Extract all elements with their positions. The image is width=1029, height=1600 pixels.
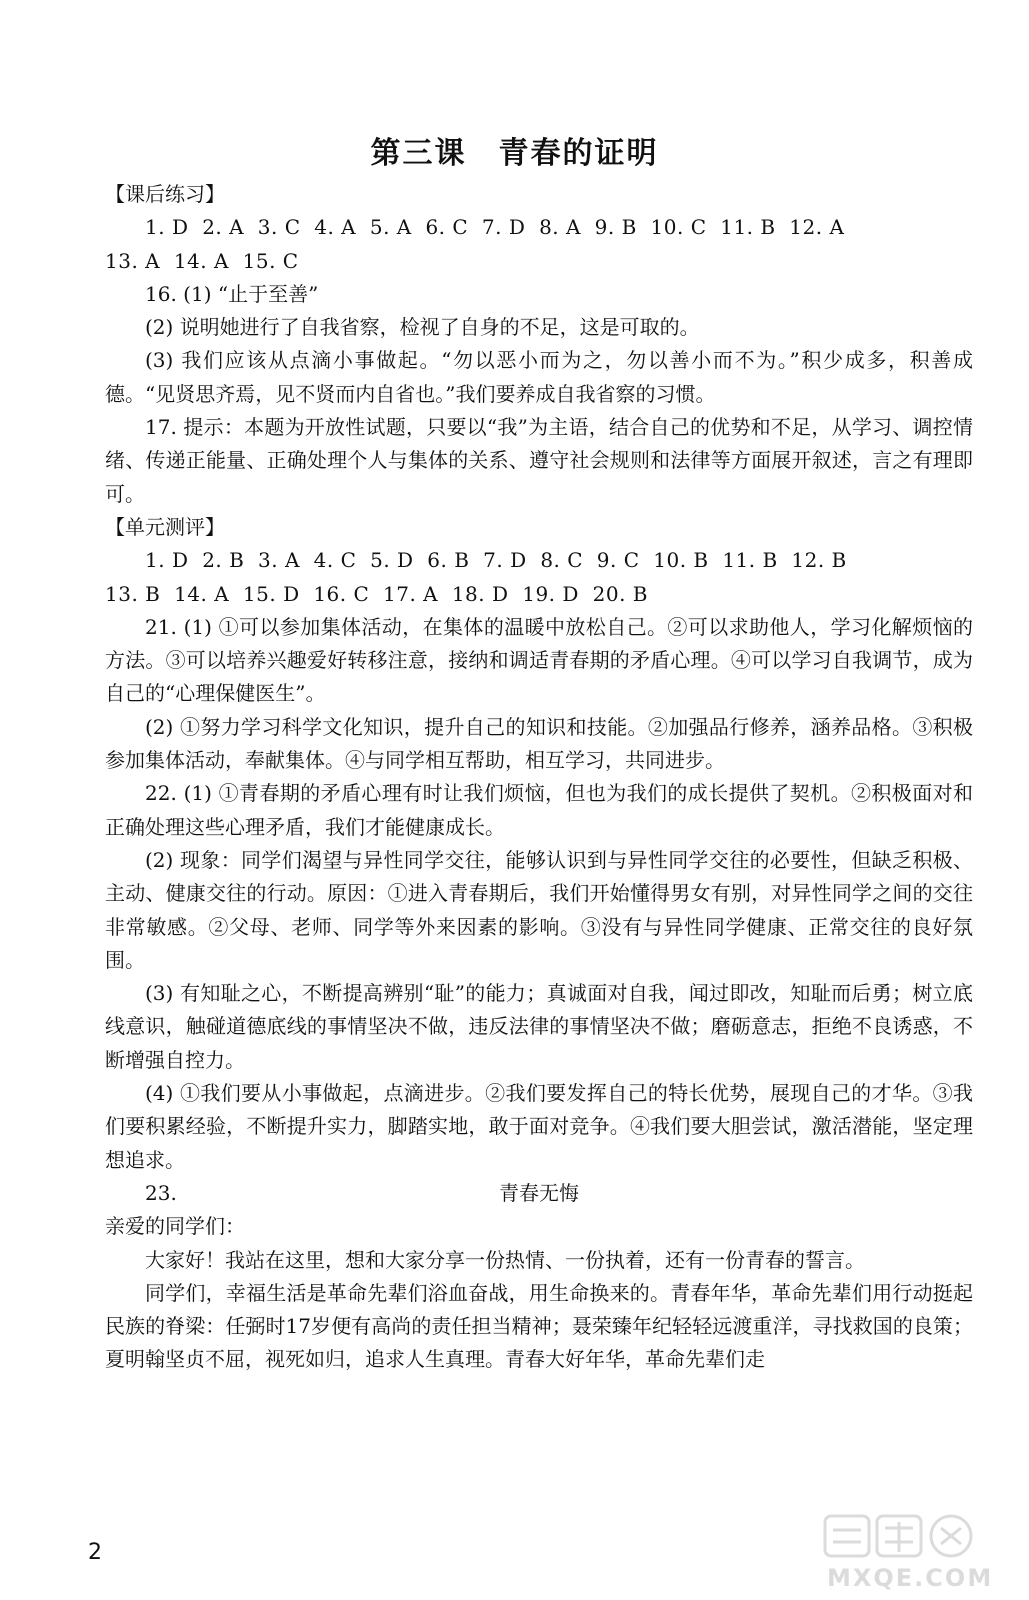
answer-content <box>105 178 973 1377</box>
q16-part-2: (2) 说明她进行了自我省察，检视了自身的不足，这是可取的。 <box>145 315 700 340</box>
page-number: 2 <box>88 1540 102 1565</box>
essay-salutation: 亲爱的同学们： <box>105 1214 245 1239</box>
q22-part-1: 22. (1) ①青春期的矛盾心理有时让我们烦恼，但也为我们的成长提供了契机。②积极面对和正确处理这些心理矛盾，我们才能健康成长。 <box>105 781 973 839</box>
watermark-logo <box>819 1512 1019 1594</box>
page-title: 第三课 青春的证明 <box>370 136 659 171</box>
q21-part-1: 21. (1) ①可以参加集体活动，在集体的温暖中放松自己。②可以求助他人，学习化解烦恼的方法。③可以培养兴趣爱好转移注意，接纳和调适青春期的矛盾心理。④可以学习自我调节，成为自己的“心理保健医生”。 <box>105 614 973 706</box>
after-class-heading: 【课后练习】 <box>105 182 225 206</box>
q23-header <box>105 1177 973 1210</box>
q17-answer: 17. 提示：本题为开放性试题，只要以“我”为主语，结合自己的优势和不足，从学习、调控情绪、传递正能量、正确处理个人与集体的关系、遵守社会规则和法律等方面展开叙述，言之有理即可。 <box>105 415 973 506</box>
after-class-answers-line-2: 13. A 14. A 15. C <box>105 248 299 273</box>
unit-test-heading: 【单元测评】 <box>105 514 225 539</box>
watermark-text: MXQE.COM <box>827 1564 994 1592</box>
unit-test-answers-line-1: 1. D 2. B 3. A 4. C 5. D 6. B 7. D 8. C 9. C 10. B 11. B 12. B <box>145 548 847 573</box>
q22-part-3: (3) 有知耻之心，不断提高辨别“耻”的能力；真诚面对自我，闻过即改，知耻而后勇；树立底线意识，触碰道德底线的事情坚决不做，违反法律的事情坚决不做；磨砺意志，拒绝不良诱惑，不断增强自控力。 <box>105 981 973 1072</box>
q22-part-2: (2) 现象：同学们渴望与异性同学交往，能够认识到与异性同学交往的必要性，但缺乏积极、主动、健康交往的行动。原因：①进入青春期后，我们开始懂得男女有别，对异性同学之间的交往非常敏感。②父母、老师、同学等外来因素的影响。③没有与异性同学健康、正常交往的良好氛围。 <box>105 847 973 972</box>
essay-paragraph-2: 同学们，幸福生活是革命先辈们浴血奋战，用生命换来的。青春年华，革命先辈们用行动挺起民族的脊梁：任弼时17岁便有高尚的责任担当精神；聂荣臻年纪轻轻远渡重洋，寻找救国的良策；夏明翰坚贞不屈，视死如归，追求人生真理。青春大好年华，革命先辈们走 <box>105 1280 973 1372</box>
essay-title: 青春无悔 <box>499 1180 579 1205</box>
after-class-answers-line-1: 1. D 2. A 3. C 4. A 5. A 6. C 7. D 8. A 9. B 10. C 11. B 12. A <box>145 215 845 240</box>
q16-part-3: (3) 我们应该从点滴小事做起。“勿以恶小而为之，勿以善小而不为。”积少成多，积善成德。“见贤思齐焉，见不贤而内自省也。”我们要养成自我省察的习惯。 <box>105 348 973 406</box>
q16-part-1: 16. (1) “止于至善” <box>145 281 319 306</box>
essay-paragraph-1: 大家好！我站在这里，想和大家分享一份热情、一份执着，还有一份青春的誓言。 <box>145 1247 865 1272</box>
unit-test-answers-line-2: 13. B 14. A 15. D 16. C 17. A 18. D 19. D 20. B <box>105 581 649 606</box>
q23-number: 23. <box>145 1180 177 1205</box>
q22-part-4: (4) ①我们要从小事做起，点滴进步。②我们要发挥自己的特长优势，展现自己的才华。③我们要积累经验，不断提升实力，脚踏实地，敢于面对竞争。④我们要大胆尝试，激活潜能，坚定理想追求。 <box>105 1081 973 1172</box>
q21-part-2: (2) ①努力学习科学文化知识，提升自己的知识和技能。②加强品行修养，涵养品格。③积极参加集体活动，奉献集体。④与同学相互帮助，相互学习，共同进步。 <box>105 714 973 773</box>
